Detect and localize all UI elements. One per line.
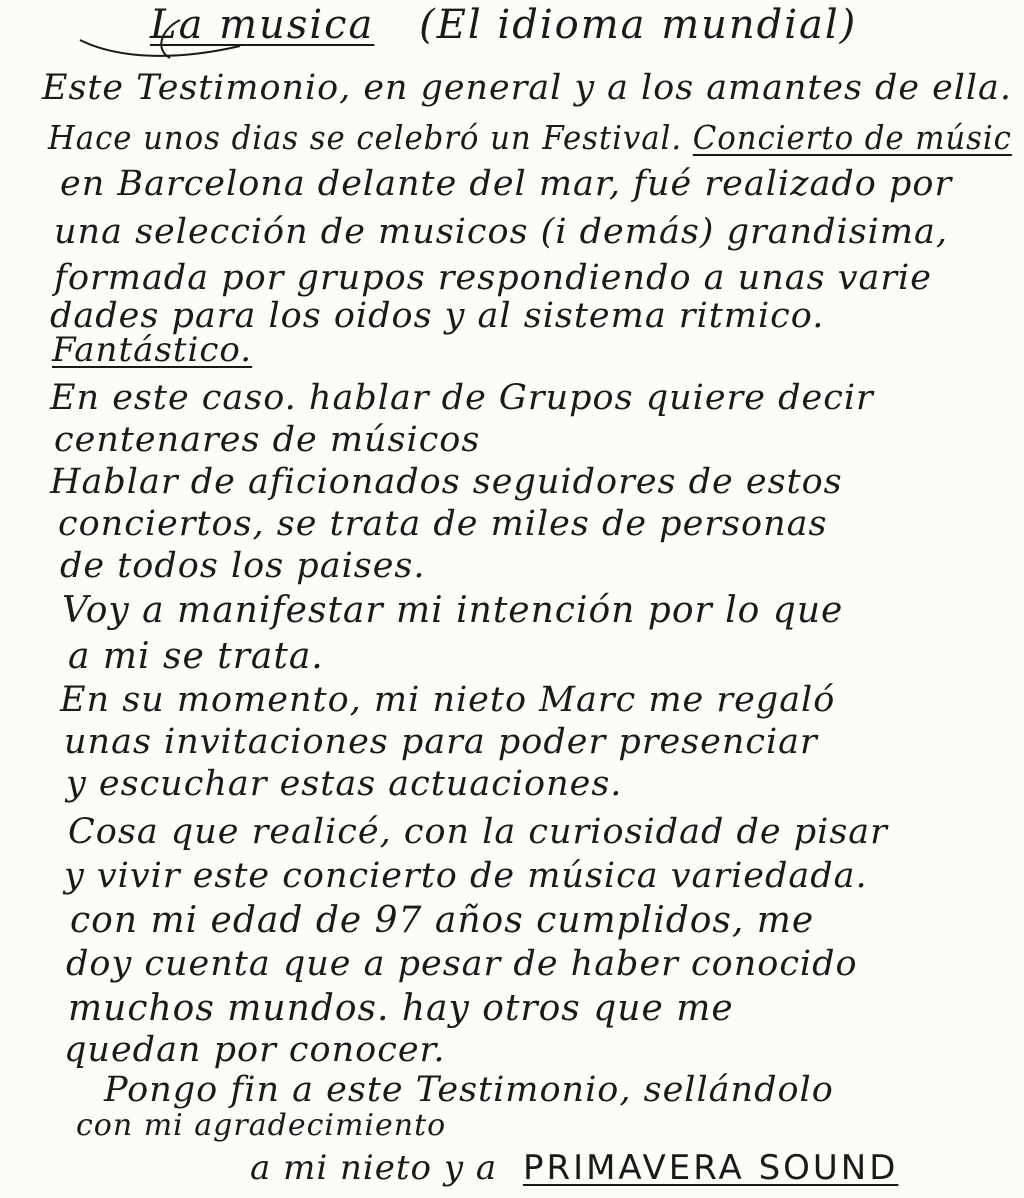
line-22: muchos mundos. hay otros que me (68, 988, 734, 1029)
line-2-underlined: Concierto de músic (692, 118, 1012, 157)
title-main: La musica (150, 2, 375, 48)
line-14: a mi se trata. (68, 636, 324, 677)
line-15: En su momento, mi nieto Marc me regaló (60, 680, 836, 720)
line-9: centenares de músicos (54, 420, 481, 460)
line-2-text: Hace unos dias se celebró un Festival. (48, 118, 683, 157)
line-4: una selección de musicos (i demás) grandisima, (54, 212, 949, 252)
line-8: En este caso. hablar de Grupos quiere decir (50, 378, 874, 418)
line-10: Hablar de aficionados seguidores de estos (50, 462, 843, 502)
line-7: Fantástico. (52, 330, 253, 370)
line-19: y vivir este concierto de música variedada. (64, 856, 868, 896)
line-12: de todos los paises. (60, 546, 426, 586)
line-18: Cosa que realicé, con la curiosidad de pisar (68, 812, 888, 852)
line-23: quedan por conocer. (64, 1030, 446, 1070)
line-20: con mi edad de 97 años cumplidos, me (70, 900, 815, 941)
primavera-sound: PRIMAVERA SOUND (522, 1148, 899, 1188)
title-subtitle: (El idioma mundial) (419, 2, 858, 48)
line-16: unas invitaciones para poder presenciar (64, 722, 818, 762)
letter-title (150, 2, 857, 48)
line-2 (48, 118, 1012, 157)
line-1: Este Testimonio, en general y a los amantes de ella. (42, 68, 1012, 108)
line-6: dades para los oidos y al sistema ritmico. (50, 296, 825, 336)
line-5: formada por grupos respondiendo a unas varie (54, 258, 932, 298)
line-26 (250, 1148, 898, 1188)
line-21: doy cuenta que a pesar de haber conocido (66, 944, 858, 984)
line-26-text: a mi nieto y a (250, 1148, 498, 1188)
line-13: Voy a manifestar mi intención por lo que (62, 590, 844, 631)
line-25: con mi agradecimiento (76, 1108, 447, 1143)
line-17: y escuchar estas actuaciones. (66, 764, 623, 804)
line-3: en Barcelona delante del mar, fué realizado por (60, 164, 953, 204)
line-11: conciertos, se trata de miles de personas (58, 504, 828, 544)
line-24: Pongo fin a este Testimonio, sellándolo (104, 1070, 834, 1110)
